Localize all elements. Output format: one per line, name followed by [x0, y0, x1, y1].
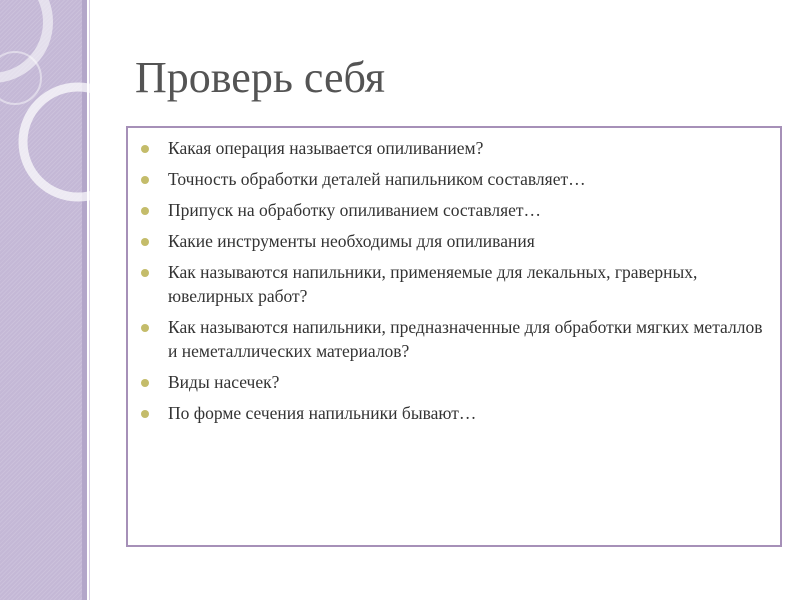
question-text: Какая операция называется опиливанием? [168, 138, 484, 158]
bullet-dot-icon [141, 238, 149, 246]
question-text: Какие инструменты необходимы для опиливания [168, 231, 535, 251]
question-text: Виды насечек? [168, 372, 280, 392]
question-text: Как называются напильники, предназначенные для обработки мягких металлов и неметаллических материалов? [168, 317, 763, 361]
question-item [168, 370, 770, 394]
question-item [168, 136, 770, 160]
slide-title: Проверь себя [135, 53, 386, 102]
question-item [168, 198, 770, 222]
ring-middle-icon [23, 87, 133, 197]
bullet-dot-icon [141, 145, 149, 153]
bullet-dot-icon [141, 324, 149, 332]
question-list-frame [126, 126, 782, 547]
ring-top-icon [0, 0, 48, 78]
question-text: Как называются напильники, применяемые для лекальных, граверных, ювелирных работ? [168, 262, 698, 306]
question-item [168, 315, 770, 363]
question-item [168, 167, 770, 191]
bullet-dot-icon [141, 379, 149, 387]
question-item [168, 260, 770, 308]
question-text: Точность обработки деталей напильником составляет… [168, 169, 586, 189]
question-text: Припуск на обработку опиливанием составляет… [168, 200, 542, 220]
question-item [168, 401, 770, 425]
question-text: По форме сечения напильники бывают… [168, 403, 477, 423]
bullet-dot-icon [141, 410, 149, 418]
bullet-dot-icon [141, 176, 149, 184]
bullet-dot-icon [141, 207, 149, 215]
question-list [128, 128, 780, 425]
question-item [168, 229, 770, 253]
bullet-dot-icon [141, 269, 149, 277]
